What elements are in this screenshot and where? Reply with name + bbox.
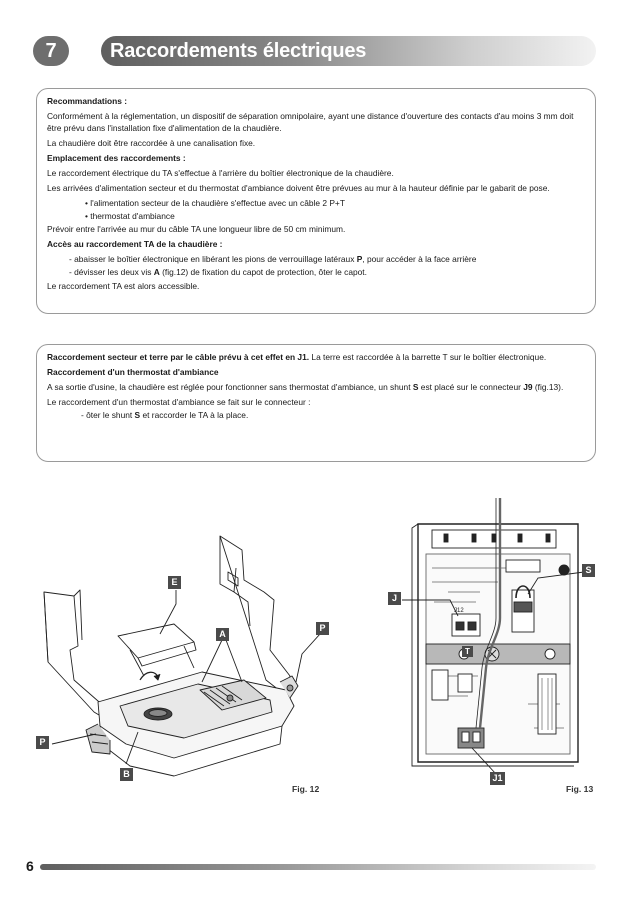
section-title: Raccordements électriques bbox=[110, 40, 367, 62]
figure-13-caption: Fig. 13 bbox=[566, 784, 594, 794]
bullet-item-power: • l'alimentation secteur de la chaudière s'effectue avec un câble 2 P+T bbox=[85, 197, 345, 208]
reco-heading: Recommandations : bbox=[47, 96, 128, 106]
mains-text: La terre est raccordée à la barrette T sur le boîtier électronique. bbox=[309, 352, 547, 362]
thermostat-text-3: (fig.13). bbox=[532, 382, 564, 392]
bullet-item-thermostat: • thermostat d'ambiance bbox=[85, 210, 175, 221]
access-step-1-text-end: , pour accéder à la face arrière bbox=[362, 253, 477, 264]
label-e: E bbox=[168, 576, 181, 589]
label-a: A bbox=[216, 628, 229, 641]
label-p-right: P bbox=[316, 622, 329, 635]
reco-paragraph-2: La chaudière doit être raccordée à une canalisation fixe. bbox=[47, 137, 256, 148]
thermostat-paragraph bbox=[47, 382, 585, 394]
recommendations-box bbox=[36, 88, 596, 314]
access-step-1 bbox=[47, 254, 585, 266]
label-s: S bbox=[582, 564, 595, 577]
figure-12-illustration bbox=[34, 530, 334, 788]
access-step-1-text: - abaisser le boîtier électronique en libérant les pions de verrouillage latéraux bbox=[69, 253, 357, 264]
label-j1: J1 bbox=[490, 772, 505, 785]
label-t: T bbox=[462, 646, 473, 657]
access-step-2-bold: A bbox=[153, 267, 160, 277]
thermostat-bold-j9: J9 bbox=[523, 382, 533, 392]
label-j12: J12 bbox=[454, 608, 464, 614]
thermostat-heading: Raccordement d'un thermostat d'ambiance bbox=[47, 367, 219, 377]
connector-step-bold: S bbox=[134, 409, 141, 420]
section-number: 7 bbox=[33, 36, 69, 66]
footer-bar bbox=[40, 864, 596, 870]
access-paragraph: Le raccordement TA est alors accessible. bbox=[47, 280, 200, 291]
access-step-2-text-end: (fig.12) de fixation du capot de protection, ôter le capot. bbox=[159, 267, 367, 277]
connector-step bbox=[47, 410, 585, 422]
placement-paragraph-2: Les arrivées d'alimentation secteur et du thermostat d'ambiance doivent être prévues au mur à la hauteur définie par le gabarit de pose. bbox=[47, 182, 550, 193]
label-p-left: P bbox=[36, 736, 49, 749]
figure-13-drawing bbox=[388, 498, 598, 788]
placement-paragraph-3: Prévoir entre l'arrivée au mur du câble TA une longueur libre de 50 cm minimum. bbox=[47, 223, 346, 234]
placement-heading: Emplacement des raccordements : bbox=[47, 152, 186, 163]
figure-12-caption: Fig. 12 bbox=[292, 784, 320, 794]
label-j: J bbox=[388, 592, 401, 605]
access-step-2 bbox=[47, 267, 585, 279]
access-heading: Accès au raccordement TA de la chaudière : bbox=[47, 238, 223, 249]
figure-13-illustration bbox=[388, 498, 598, 788]
placement-paragraph-1: Le raccordement électrique du TA s'effectue à l'arrière du boîtier électronique de la chaudière. bbox=[47, 167, 394, 178]
access-step-1-bold: P bbox=[356, 253, 363, 264]
connector-step-text: - ôter le shunt bbox=[81, 409, 135, 420]
thermostat-text-1: A sa sortie d'usine, la chaudière est réglée pour fonctionner sans thermostat d'ambiance, un shunt bbox=[47, 382, 413, 392]
connection-box bbox=[36, 344, 596, 462]
access-step-2-text: - dévisser les deux vis bbox=[69, 267, 154, 277]
mains-bold: Raccordement secteur et terre par le câble prévu à cet effet en J1. bbox=[47, 352, 310, 362]
connector-step-text-end: et raccorder le TA à la place. bbox=[140, 409, 249, 420]
thermostat-bold-s: S bbox=[412, 382, 419, 392]
connector-paragraph: Le raccordement d'un thermostat d'ambiance se fait sur le connecteur : bbox=[47, 397, 311, 407]
page-number: 6 bbox=[26, 858, 34, 874]
thermostat-text-2: est placé sur le connecteur bbox=[418, 382, 524, 392]
reco-paragraph-1: Conformément à la réglementation, un dispositif de séparation omnipolaire, ayant une distance d'ouverture des contacts d'au moins 3 mm doit être prévu dans l'installation fixe d'alimentation de la chaudière. bbox=[47, 111, 574, 133]
mains-paragraph bbox=[47, 352, 585, 364]
figure-12-drawing bbox=[34, 530, 334, 788]
label-b: B bbox=[120, 768, 133, 781]
